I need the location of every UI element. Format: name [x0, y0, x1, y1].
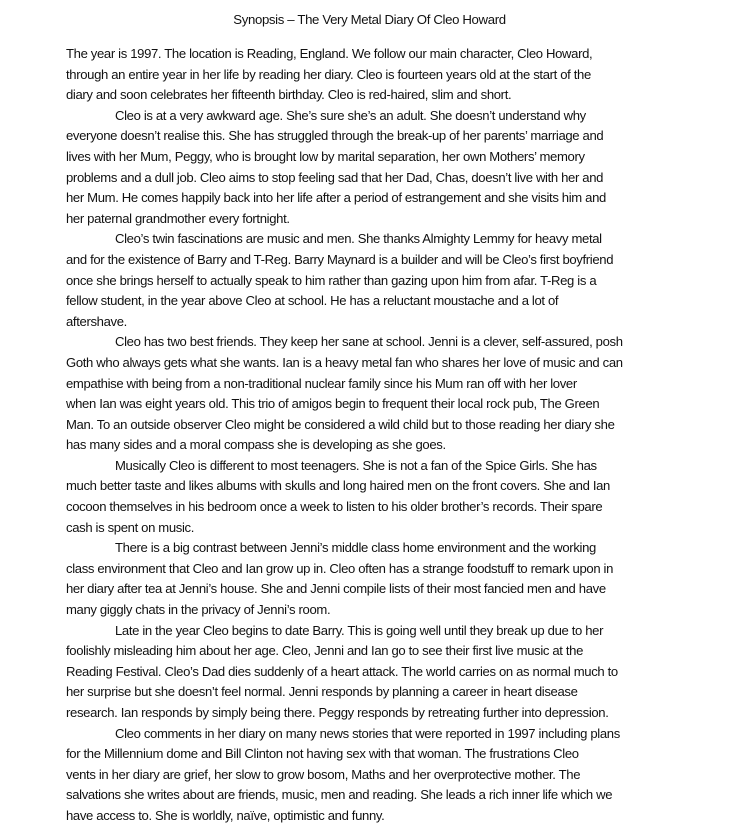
- paragraph-line: empathise with being from a non-traditional nuclear family since his Mum ran off with her lover: [66, 375, 577, 391]
- synopsis-paragraph: [66, 724, 726, 827]
- paragraph-line: Cleo is at a very awkward age. She’s sure she’s an adult. She doesn’t understand why: [115, 107, 586, 123]
- synopsis-paragraph: [66, 456, 726, 538]
- paragraph-line: has many sides and a moral compass she is developing as she goes.: [66, 437, 446, 453]
- paragraph-line: have access to. She is worldly, naïve, optimistic and funny.: [66, 807, 385, 823]
- paragraph-line: cash is spent on music.: [66, 519, 195, 535]
- paragraph-line: Late in the year Cleo begins to date Barry. This is going well until they break up due to her: [115, 622, 604, 638]
- synopsis-paragraph: [66, 332, 726, 456]
- paragraph-line: Cleo has two best friends. They keep her sane at school. Jenni is a clever, self-assured, posh: [115, 334, 623, 350]
- paragraph-line: her surprise but she doesn’t feel normal. Jenni responds by planning a career in heart disease: [66, 684, 578, 700]
- paragraph-line: once she brings herself to actually speak to him rather than gazing upon him from afar. T-Reg is a: [66, 272, 597, 288]
- paragraph-line: cocoon themselves in his bedroom once a week to listen to his older brother’s records. Their spare: [66, 499, 603, 515]
- paragraph-line: research. Ian responds by simply being there. Peggy responds by retreating further into depression.: [66, 705, 609, 720]
- paragraph-line: much better taste and likes albums with skulls and long haired men on the front covers. She and Ian: [66, 478, 610, 494]
- paragraph-line: salvations she writes about are friends, music, men and reading. She leads a rich inner life which we: [66, 787, 613, 803]
- synopsis-paragraph: [66, 229, 726, 332]
- paragraph-line: for the Millennium dome and Bill Clinton not having sex with that woman. The frustrations Cleo: [66, 746, 579, 762]
- paragraph-line: fellow student, in the year above Cleo at school. He has a reluctant moustache and a lot of: [66, 293, 559, 309]
- paragraph-line: foolishly misleading him about her age. Cleo, Jenni and Ian go to see their first live music at the: [66, 643, 584, 659]
- paragraph-line: vents in her diary are grief, her slow to grow bosom, Maths and her overprotective mother. The: [66, 766, 581, 782]
- synopsis-paragraph: [66, 44, 726, 106]
- paragraph-line: Cleo’s twin fascinations are music and men. She thanks Almighty Lemmy for heavy metal: [115, 231, 602, 247]
- paragraph-line: when Ian was eight years old. This trio of amigos begin to frequent their local rock pub, The Green: [66, 396, 600, 412]
- paragraph-line: her diary after tea at Jenni’s house. She and Jenni compile lists of their most fancied men and have: [66, 581, 606, 597]
- paragraph-line: her Mum. He comes happily back into her life after a period of estrangement and she visits him and: [66, 190, 606, 206]
- synopsis-paragraph: [66, 621, 726, 724]
- paragraph-line: Cleo comments in her diary on many news stories that were reported in 1997 including plans: [115, 725, 620, 741]
- document-body: [66, 44, 726, 827]
- paragraph-line: The year is 1997. The location is Reading, England. We follow our main character, Cleo Howard,: [66, 46, 593, 61]
- paragraph-line: and for the existence of Barry and T-Reg. Barry Maynard is a builder and will be Cleo’s first boyfriend: [66, 251, 614, 267]
- synopsis-paragraph: [66, 538, 726, 620]
- paragraph-line: lives with her Mum, Peggy, who is brought low by marital separation, her own Mothers’ memory: [66, 148, 585, 164]
- document-title: Synopsis – The Very Metal Diary Of Cleo Howard: [233, 12, 506, 27]
- paragraph-line: diary and soon celebrates her fifteenth birthday. Cleo is red-haired, slim and short.: [66, 87, 512, 103]
- paragraph-line: Musically Cleo is different to most teenagers. She is not a fan of the Spice Girls. She has: [115, 457, 597, 473]
- paragraph-line: Man. To an outside observer Cleo might be considered a wild child but to those reading her diary she: [66, 416, 615, 432]
- paragraph-line: Reading Festival. Cleo’s Dad dies suddenly of a heart attack. The world carries on as normal much to: [66, 663, 618, 679]
- paragraph-line: Goth who always gets what she wants. Ian is a heavy metal fan who shares her love of music and can: [66, 354, 623, 370]
- paragraph-line: problems and a dull job. Cleo aims to stop feeling sad that her Dad, Chas, doesn’t live with her and: [66, 169, 604, 185]
- paragraph-line: class environment that Cleo and Ian grow up in. Cleo often has a strange foodstuff to remark upon in: [66, 560, 614, 576]
- paragraph-line: everyone doesn’t realise this. She has struggled through the break-up of her parents’ marriage and: [66, 128, 604, 144]
- paragraph-line: her paternal grandmother every fortnight.: [66, 210, 290, 226]
- synopsis-paragraph: [66, 106, 726, 230]
- paragraph-line: many giggly chats in the privacy of Jenni’s room.: [66, 602, 331, 618]
- paragraph-line: There is a big contrast between Jenni’s middle class home environment and the working: [115, 540, 596, 556]
- paragraph-line: aftershave.: [66, 313, 127, 329]
- paragraph-line: through an entire year in her life by reading her diary. Cleo is fourteen years old at the start of the: [66, 66, 591, 82]
